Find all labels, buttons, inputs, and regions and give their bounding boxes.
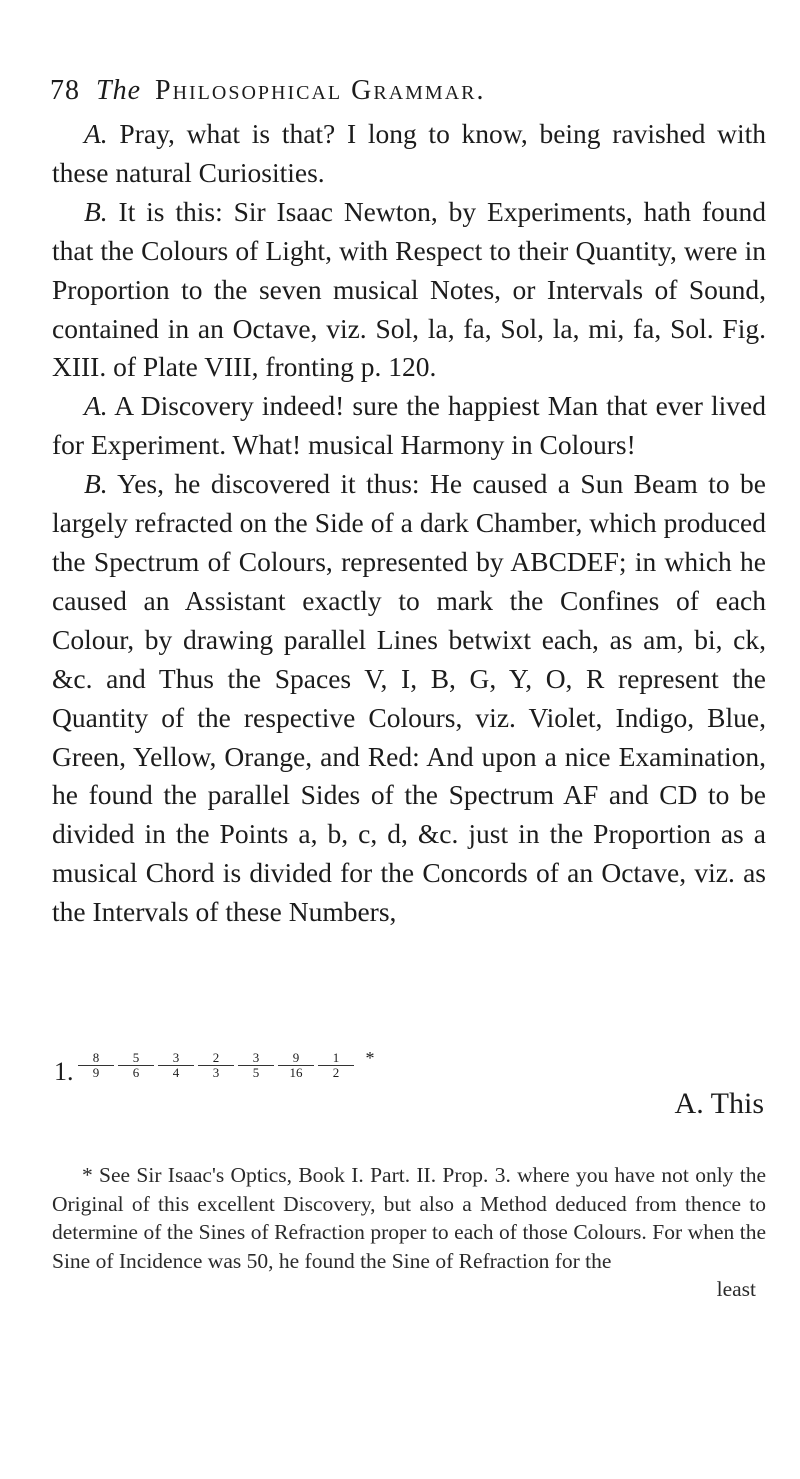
ratio-numerator: 2 [198,1051,234,1066]
speaker-label: A. [84,118,108,149]
header-article: The [96,75,141,106]
ratio-denominator: 5 [252,1065,260,1080]
ratio-numerator: 1 [318,1051,354,1066]
footnote-last-word: least [716,1277,756,1301]
ratio-denominator: 16 [289,1065,303,1080]
footnote-text: * See Sir Isaac's Optics, Book I. Part. II. Prop. 3. where you have not only the Original of this excellent Discovery, but also a Method deduced from thence to determine of the Sines of Refraction proper to each of those Colours. For when the Sine of Incidence was 50, he found the Sine of Refraction for the [52,1163,766,1273]
ratio-fraction [118,1051,154,1080]
ratio-fraction [238,1051,274,1080]
ratio-fraction [318,1051,354,1080]
ratio-numerator: 3 [238,1051,274,1066]
dialogue-paragraph [52,193,766,388]
ratio-fraction [278,1051,314,1080]
speaker-label: B. [84,468,108,500]
paragraph-text: Pray, what is that? I long to know, being ravished with these natural Curiosities. [52,118,767,188]
ratio-numerator: 9 [278,1051,314,1066]
paragraph-text: A Discovery indeed! sure the happiest Man that ever lived for Experiment. What! musical Harmony in Colours! [52,390,766,461]
speaker-label: A. [84,390,108,422]
dialogue-paragraph [52,465,766,932]
ratio-numerator: 3 [158,1051,194,1066]
footnote [52,1161,766,1304]
ratio-denominator: 9 [92,1065,100,1080]
ratio-numerator: 5 [118,1051,154,1066]
footnote-mark: * [365,1048,375,1068]
running-header [50,75,770,107]
ratio-denominator: 6 [132,1065,140,1080]
ratio-fraction [158,1051,194,1080]
running-title: Philosophical Grammar. [155,75,486,106]
ratio-numerator: 8 [78,1051,114,1066]
catchword-text: A. This [674,1087,764,1120]
ratio-denominator: 4 [172,1065,180,1080]
dialogue-paragraph [52,115,766,193]
page-number: 78 [50,75,80,106]
paragraph-text: It is this: Sir Isaac Newton, by Experiments, hath found that the Colours of Light, with Respect to their Quantity, were in Proportion to the seven musical Notes, or Intervals of Sound, contained in an Octave, viz. Sol, la, fa, Sol, la, mi, fa, Sol. Fig. XIII. of Plate VIII, fronting p. 120. [52,195,766,383]
catchword [675,1087,764,1121]
speaker-label: B. [84,195,108,227]
interval-ratios [54,1048,384,1091]
dialogue-text [52,115,766,932]
paragraph-text: Yes, he discovered it thus: He caused a Sun Beam to be largely refracted on the Side of a dark Chamber, which produced the Spectrum of Colours, represented by ABCDEF; in which he caused an Assistant exactly to mark the Confines of each Colour, by drawing parallel Lines betwixt each, as am, bi, ck, &c. and Thus the Spaces V, I, B, G, Y, O, R represent the Quantity of the respective Colours, viz. Violet, Indigo, Blue, Green, Yellow, Orange, and Red: And upon a nice Examination, he found the parallel Sides of the Spectrum AF and CD to be divided in the Points a, b, c, d, &c. just in the Proportion as a musical Chord is divided for the Concords of an Octave, viz. as the Intervals of these Numbers, [52,468,766,928]
ratio-fraction [198,1051,234,1080]
ratio-denominator: 3 [212,1065,220,1080]
ratio-fraction [78,1051,114,1080]
dialogue-paragraph [52,387,766,465]
ratio-lead: 1. [54,1057,74,1086]
ratio-denominator: 2 [332,1065,340,1080]
